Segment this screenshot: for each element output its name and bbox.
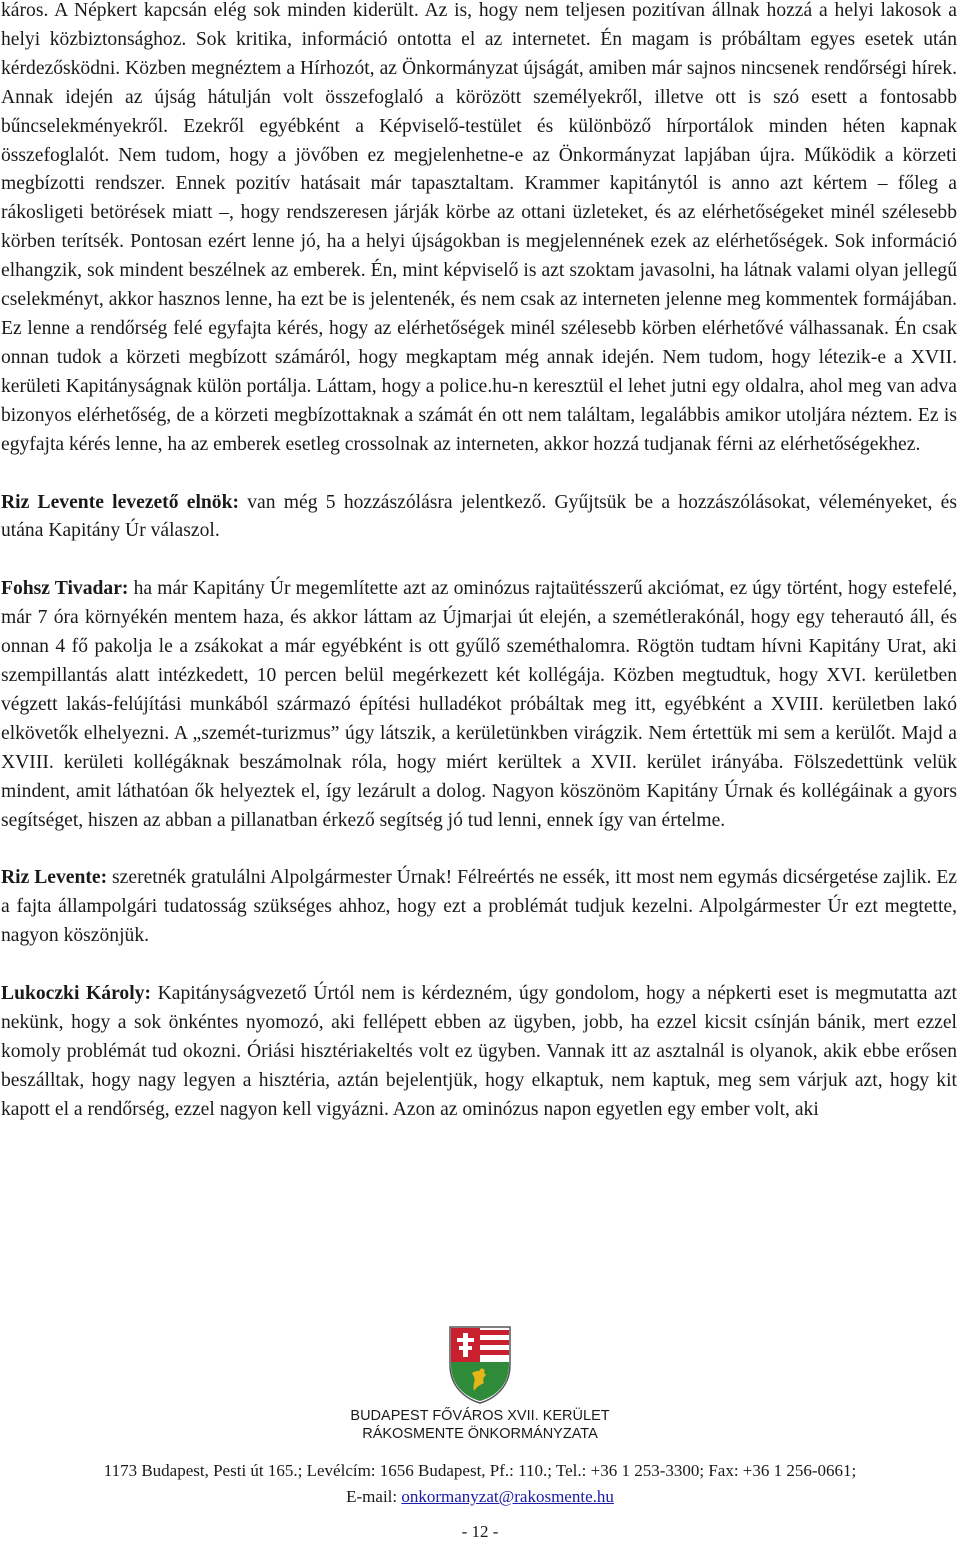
footer-org-line1: BUDAPEST FŐVÁROS XVII. KERÜLET <box>350 1408 610 1424</box>
footer-org-line2: RÁKOSMENTE ÖNKORMÁNYZATA <box>362 1426 598 1442</box>
coat-of-arms-icon <box>448 1325 512 1405</box>
speaker-text: Kapitányságvezető Úrtól nem is kérdezném, úgy gondolom, hogy a népkerti eset is megmutatta azt nekünk, hogy a sok önkéntes nyomozó, aki fellépett ebben az ügyben, jobb, ha ezzel kicsit csínján bánik, mert ezzel komoly problémát tud okozni. Óriási hisztériakeltés volt ez ügyben. Vannak itt az asztalnál is olyanok, akik ebbe erősen beszálltak, hogy nagy legyen a hisztéria, aztán bejelentjük, hogy elkaptuk, nem kaptuk, meg sem várjuk azt, hogy kit kapott el a rendőrség, ezzel nagyon kell vigyázni. Azon az ominózus napon egyetlen egy ember volt, aki <box>1 983 957 1120</box>
speaker-text: van még 5 hozzászólásra jelentkező. Gyűjtsük be a hozzászólásokat, véleményeket, és utána Kapitány Úr válaszol. <box>1 491 957 542</box>
speaker-name: Riz Levente levezető elnök: <box>1 491 240 513</box>
page-number: - 12 - <box>461 1522 499 1541</box>
footer-address: 1173 Budapest, Pesti út 165.; Levélcím: 1656 Budapest, Pf.: 110.; Tel.: +36 1 253-3300; Fax: +36 1 256-0661; <box>103 1461 857 1480</box>
intro-paragraph: káros. A Népkert kapcsán elég sok minden kiderült. Az is, hogy nem teljesen pozitívan állnak hozzá a helyi lakosok a helyi közbiztonsághoz. Sok kritika, információ ontotta el az internetet. Én magam is próbáltam egyes esetek után kérdezősködni. Közben megnéztem a Hírhozót, az Önkormányzat újságát, amiben már sajnos nincsenek rendőrségi hírek. Annak idején az újság hátulján volt összefoglaló a körözött személyekről, illetve ott is szó esett a fontosabb bűncselekményekről. Ezekről egyébként a Képviselő-testület és különböző hírportálok minden héten kapnak összefoglalót. Nem tudom, hogy a jövőben ez megjelenhetne-e az Önkormányzat lapjában újra. Működik a körzeti megbízotti rendszer. Ennek pozitív hatásait már tapasztaltam. Krammer kapitánytól is anno azt kértem – főleg a rákosligeti betörések miatt –, hogy rendszeresen járják körbe az ottani üzleteket, és az elérhetőségeket minél szélesebb körben terítsék. Pontosan ezért lenne jó, ha a helyi újságokban is megjelennének ezek az elérhetőségek. Sok információ elhangzik, sok mindent beszélnek az emberek. Én, mint képviselő is azt szoktam javasolni, ha látnak valami olyan jellegű cselekményt, akkor hasznos lenne, ha ezt be is jelentenék, és nem csak az interneten jelenne meg kommentek formájában. Ez lenne a rendőrség felé egyfajta kérés, hogy az elérhetőségek minél szélesebb körben elérhetővé válhassanak. Én csak onnan tudok a körzeti megbízott számáról, hogy megkaptam még annak idején. Nem tudom, hogy létezik-e a XVII. kerületi Kapitányságnak külön portálja. Láttam, hogy a police.hu-n keresztül el lehet jutni egy oldalra, ahol meg van adva bizonyos elérhetőség, de a körzeti megbízottaknak a számát én ott nem találtam, legalábbis amikor utoljára néztem. Ez is egyfajta kérés lenne, ha az emberek esetleg crossolnak az interneten, akkor hozzá tudjanak férni az elérhetőségekhez. <box>1 0 957 455</box>
speaker-name: Riz Levente: <box>1 867 108 889</box>
document-body <box>1 0 957 1125</box>
speaker-name: Lukoczki Károly: <box>1 983 151 1005</box>
speaker-paragraph <box>1 489 957 547</box>
footer-email-line <box>0 1487 960 1507</box>
email-link[interactable]: onkormanyzat@rakosmente.hu <box>401 1487 614 1506</box>
speaker-paragraph <box>1 575 957 835</box>
email-label: E-mail: <box>346 1487 402 1506</box>
speaker-name: Fohsz Tivadar: <box>1 578 129 600</box>
speaker-paragraph <box>1 980 957 1125</box>
speaker-paragraph <box>1 864 957 951</box>
speaker-text: ha már Kapitány Úr megemlítette azt az ominózus rajtaütésszerű akciómat, ez úgy történt, hogy estefelé, már 7 óra környékén mentem haza, és akkor láttam az Újmarjai út elején, a szemétlerakónál, hogy egy teherautó áll, és onnan 4 fő pakolja le a zsákokat a már egyébként is ott gyűlő szeméthalomra. Rögtön tudtam hívni Kapitány Urat, aki szempillantás alatt intézkedett, 10 percen belül megérkezett két kollégája. Közben megtudtuk, hogy XVI. kerületben végzett lakás-felújítási munkából származó építési hulladékot próbáltak meg itt, egyébként a XVIII. kerületben lakó elkövetők elhelyezni. A „szemét-turizmus” úgy látszik, a kerületünkben virágzik. Nem értettük mi sem a kerülőt. Majd a XVIII. kerületi kollégáknak beszámolnak róla, hogy miért kerültek a XVII. kerület irányába. Fölszedettünk velük mindent, amit láthatóan ők helyeztek el, így lezárult a dolog. Nagyon köszönöm Kapitány Úrnak és kollégáinak a gyors segítséget, hiszen az abban a pillanatban érkező segítség jó tud lenni, ennek így van értelme. <box>1 578 957 831</box>
speaker-text: szeretnék gratulálni Alpolgármester Úrnak! Félreértés ne essék, itt most nem egymás dicsérgetése zajlik. Ez a fajta állampolgári tudatosság szükséges ahhoz, hogy ezt a problémát tudjuk kezelni. Alpolgármester Úr ezt megtette, nagyon köszönjük. <box>1 867 957 947</box>
